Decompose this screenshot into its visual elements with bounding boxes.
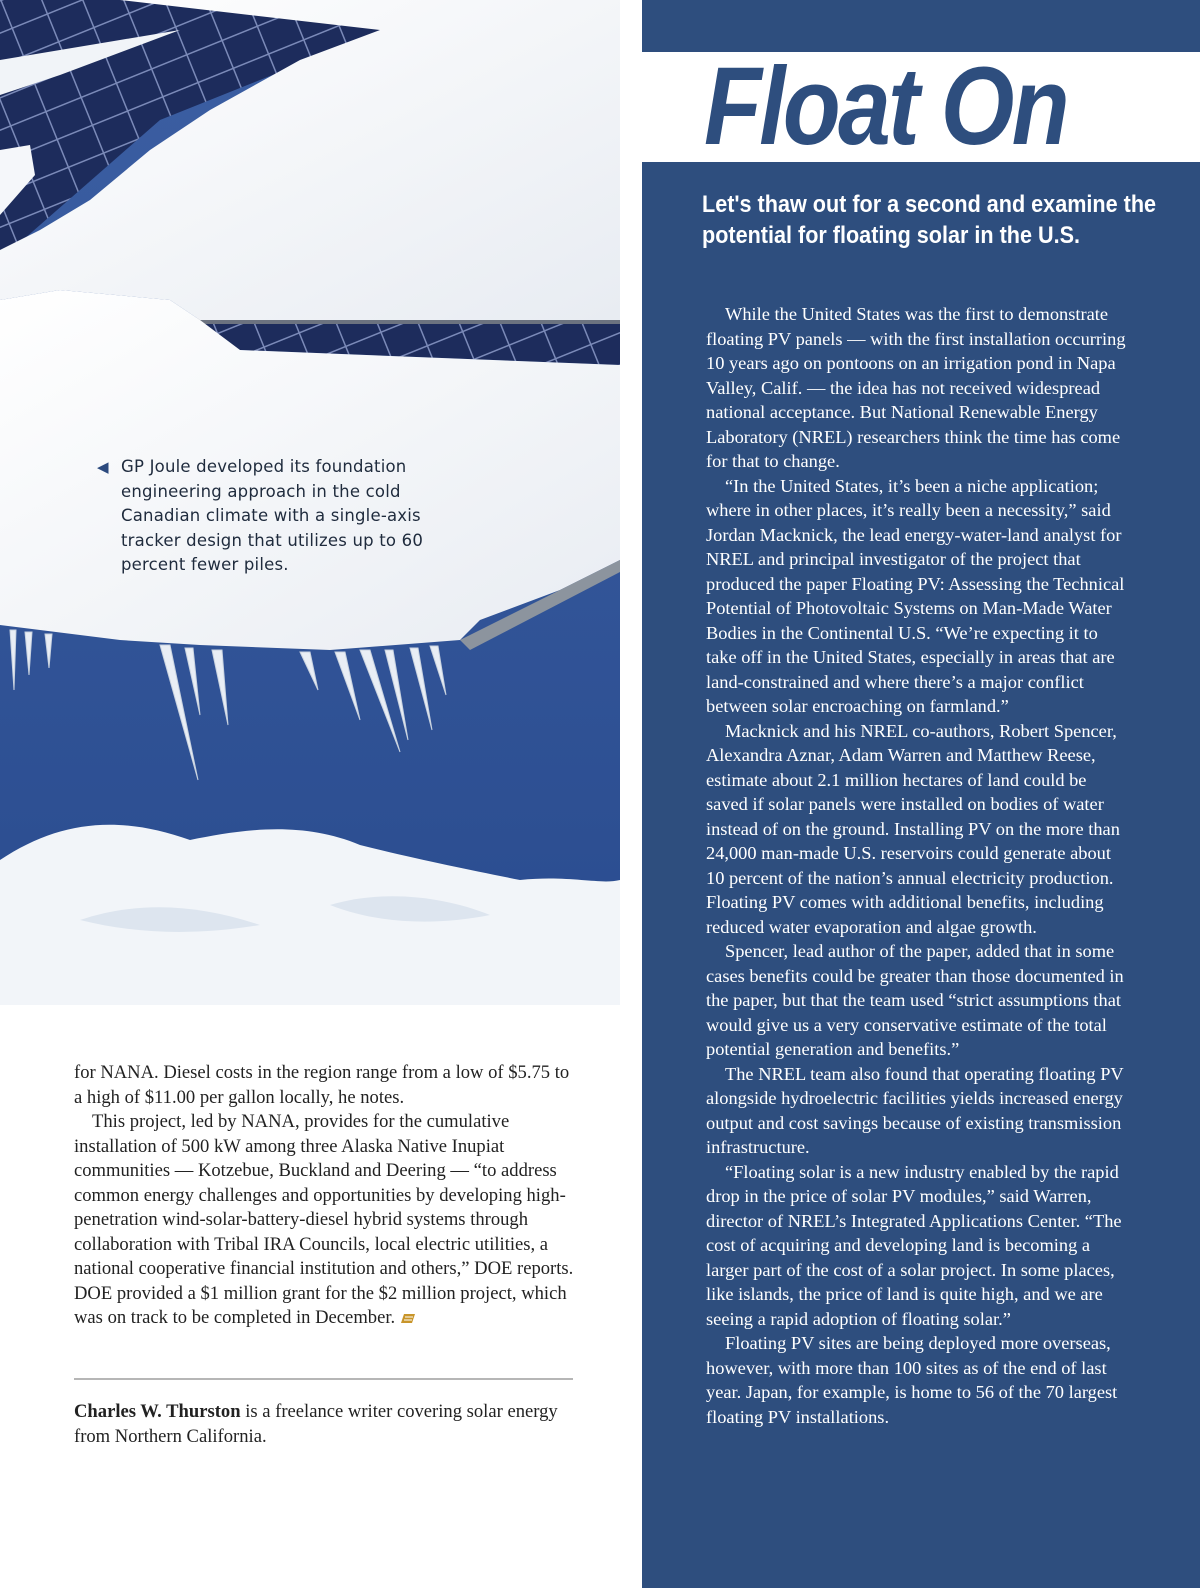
author-bio: [74, 1400, 579, 1449]
article-deck: Let's thaw out for a second and examine the potential for floating solar in the U.S.: [702, 191, 1157, 249]
article-paragraph: Spencer, lead author of the paper, added that in some cases benefits could be greater than those documented in the paper, but that the team used “strict assumptions that would give us a very conservative estimate of the total potential generation and benefits.”: [706, 941, 1124, 1059]
author-bio-text: is a freelance writer covering solar energy from Northern California.: [74, 1401, 558, 1447]
article-title: Float On: [704, 45, 1067, 168]
article-paragraph: “In the United States, it’s been a niche application; where in other places, it’s really been a necessity,” said Jordan Macknick, the lead energy-water-land analyst for NREL and principal investigator of the project that produced the paper Floating PV: Assessing the Technical Potential of Photovoltaic Systems on Man-Made Water Bodies in the Continental U.S. “We’re expecting it to take off in the United States, especially in areas that are land-constrained and where there’s a major conflict between solar encroaching on farmland.”: [706, 475, 1125, 716]
left-paragraph-text: This project, led by NANA, provides for the cumulative installation of 500 kW among three Alaska Native Inupiat communities — Kotzebue, Buckland and Deering — “to address common energy challenges and opportunities by developing high-penetration wind-solar-battery-diesel hybrid systems through collaboration with Tribal IRA Councils, local electric utilities, a national cooperative financial institution and others,” DOE reports. DOE provided a $1 million grant for the $2 million project, which was on track to be completed in December.: [74, 1111, 574, 1328]
bio-divider: [74, 1378, 573, 1380]
left-paragraph: for NANA. Diesel costs in the region range from a low of $5.75 to a high of $11.00 per gallon locally, he notes.: [74, 1062, 570, 1108]
end-of-article-icon: [401, 1314, 415, 1323]
article-body: [706, 302, 1128, 1429]
caption-arrow-icon: ◀: [97, 458, 109, 476]
article-paragraph: The NREL team also found that operating floating PV alongside hydroelectric facilities yields increased energy output and cost savings because of existing transmission infrastructure.: [706, 1063, 1124, 1157]
article-paragraph: Macknick and his NREL co-authors, Robert Spencer, Alexandra Aznar, Adam Warren and Matthew Reese, estimate about 2.1 million hectares of land could be saved if solar panels were installed on bodies of water instead of on the ground. Installing PV on the more than 24,000 man-made U.S. reservoirs could generate about 10 percent of the nation’s annual electricity production. Floating PV comes with additional benefits, including reduced water evaporation and algae growth.: [706, 720, 1120, 937]
photo-caption: [97, 455, 427, 578]
caption-text: GP Joule developed its foundation engineering approach in the cold Canadian climate with a single-axis tracker design that utilizes up to 60 percent fewer piles.: [121, 457, 424, 574]
article-paragraph: Floating PV sites are being deployed more overseas, however, with more than 100 sites as of the end of last year. Japan, for example, is home to 56 of the 70 largest floating PV installations.: [706, 1333, 1118, 1427]
left-column-text: [74, 1061, 574, 1331]
author-name: Charles W. Thurston: [74, 1401, 241, 1422]
snow-covered-solar-panels-photo: [0, 0, 620, 1005]
article-paragraph: “Floating solar is a new industry enabled by the rapid drop in the price of solar PV modules,” said Warren, director of NREL’s Integrated Applications Center. “The cost of acquiring and developing land is becoming a larger part of the cost of a solar project. In some places, like islands, the price of land is quite high, and we are seeing a rapid adoption of floating solar.”: [706, 1161, 1122, 1329]
article-paragraph: While the United States was the first to demonstrate floating PV panels — with the first installation occurring 10 years ago on pontoons on an irrigation pond in Napa Valley, Calif. — the idea has not received widespread national acceptance. But National Renewable Energy Laboratory (NREL) researchers think the time has come for that to change.: [706, 304, 1126, 471]
left-paragraph: [74, 1110, 574, 1331]
